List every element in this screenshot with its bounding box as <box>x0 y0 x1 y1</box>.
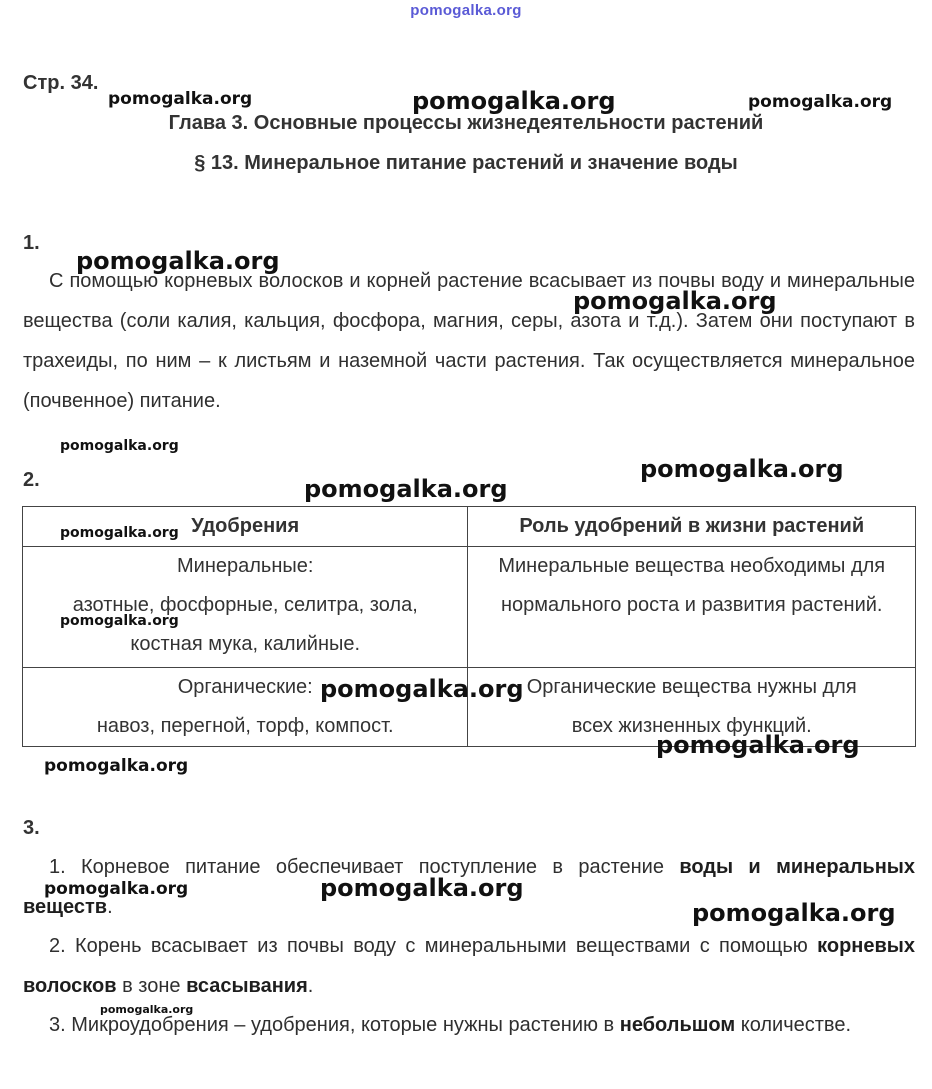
fertilizer-role: Органические вещества нужны для всех жизненных функций. <box>526 676 857 737</box>
question-3-number: 3. <box>23 817 40 839</box>
fertilizer-examples: навоз, перегной, торф, компост. <box>96 715 394 737</box>
watermark: pomogalka.org <box>60 613 179 629</box>
item-text: количестве. <box>735 1014 852 1036</box>
page-number: Стр. 34. <box>23 72 99 94</box>
item-text: . <box>107 896 113 918</box>
watermark: pomogalka.org <box>573 287 777 315</box>
table-cell-role <box>468 547 916 668</box>
fertilizer-type: Органические: <box>177 676 313 698</box>
chapter-title: Глава 3. Основные процессы жизнедеятельности растений <box>168 112 764 134</box>
watermark: pomogalka.org <box>304 475 508 503</box>
item-text: 2. Корень всасывает из почвы воду с минеральными веществами с помощью <box>49 935 818 957</box>
item-keyword: небольшом <box>619 1014 736 1036</box>
watermark: pomogalka.org <box>412 87 616 115</box>
watermark: pomogalka.org <box>44 756 189 776</box>
item-keyword: всасывания <box>186 975 308 997</box>
fertilizer-examples: азотные, фосфорные, селитра, зола, костная мука, калийные. <box>72 594 418 655</box>
section-title: § 13. Минеральное питание растений и значение воды <box>194 152 738 174</box>
question-3-item-2 <box>23 926 915 1006</box>
watermark: pomogalka.org <box>320 874 524 902</box>
watermark: pomogalka.org <box>656 731 860 759</box>
watermark: pomogalka.org <box>100 1003 194 1016</box>
item-keyword: корневых волосков <box>23 935 915 997</box>
watermark: pomogalka.org <box>320 675 524 703</box>
watermark: pomogalka.org <box>692 899 896 927</box>
table-row <box>23 547 916 668</box>
item-text: в зоне <box>116 975 187 997</box>
item-text: 3. Микроудобрения – удобрения, которые нужны растению в <box>49 1014 620 1036</box>
table-header-fertilizers: Удобрения <box>23 507 468 547</box>
watermark: pomogalka.org <box>640 455 844 483</box>
question-1-answer: С помощью корневых волосков и корней растение всасывает из почвы воду и минеральные вещества (соли калия, кальция, фосфора, магния, серы, азота и т.д.). Затем они поступают в трахеиды, по ним – к листьям и наземной части растения. Так осуществляется минеральное (почвенное) питание. <box>23 270 915 412</box>
watermark: pomogalka.org <box>76 247 280 275</box>
item-keyword: воды и минеральных веществ <box>23 856 915 918</box>
table-cell-fertilizer <box>23 547 468 668</box>
question-2-number: 2. <box>23 469 40 491</box>
item-text: . <box>307 975 314 997</box>
watermark: pomogalka.org <box>108 89 253 109</box>
watermark: pomogalka.org <box>60 438 179 454</box>
item-text: 1. Корневое питание обеспечивает поступление в растение <box>49 856 680 878</box>
table-header-role: Роль удобрений в жизни растений <box>468 507 916 547</box>
watermark: pomogalka.org <box>748 92 893 112</box>
fertilizer-role: Минеральные вещества необходимы для нормального роста и развития растений. <box>498 555 886 616</box>
question-1-number: 1. <box>23 232 40 254</box>
watermark: pomogalka.org <box>44 879 189 899</box>
fertilizer-type: Минеральные: <box>177 555 314 577</box>
top-watermark: pomogalka.org <box>410 2 522 19</box>
watermark: pomogalka.org <box>60 525 179 541</box>
